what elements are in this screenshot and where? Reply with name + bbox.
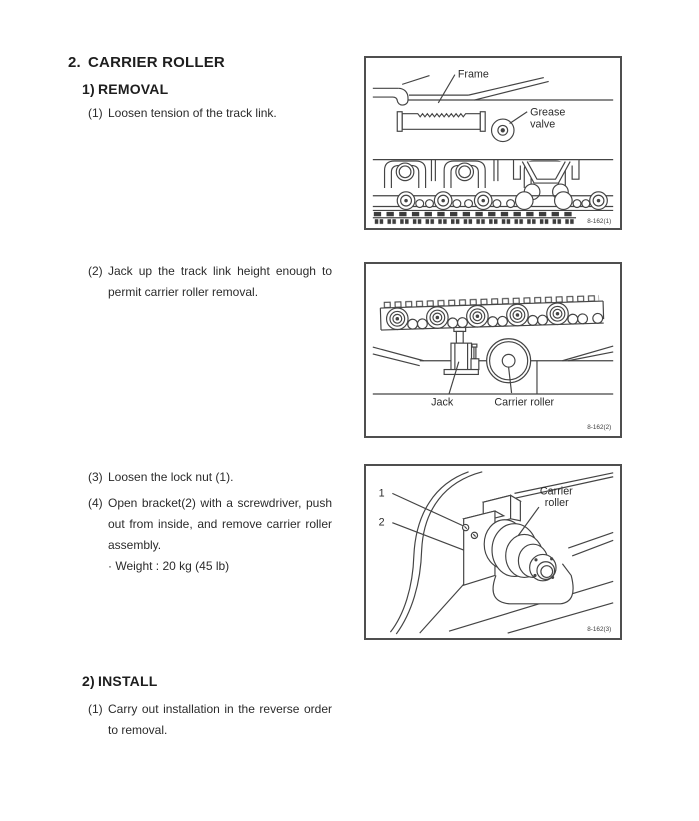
step-text: Open bracket(2) with a screwdriver, push	[108, 496, 332, 510]
grease-valve-label-2: valve	[530, 118, 556, 131]
step-number: (4)	[88, 496, 103, 510]
callout-2-leader-line	[392, 523, 463, 550]
step-number: (1)	[88, 106, 103, 120]
step-number: (3)	[88, 470, 103, 484]
frame-label: Frame	[457, 68, 489, 81]
jack-label: Jack	[431, 396, 454, 409]
figure-1-code: 8-162(1)	[587, 218, 612, 226]
section-title-text: CARRIER ROLLER	[88, 54, 225, 71]
removal-step-4	[88, 493, 332, 577]
step-text: Jack up the track link height enough to	[108, 264, 332, 278]
install-step-1	[88, 699, 332, 741]
step-text: out from inside, and remove carrier roller	[108, 517, 332, 531]
callout-1-label: 1	[378, 487, 385, 500]
removal-heading	[82, 81, 168, 97]
step-number: (2)	[88, 264, 103, 278]
figure-3-illustration	[366, 466, 620, 638]
section-number: 2.	[68, 54, 81, 71]
figure-8-162-3	[364, 464, 622, 640]
figure-8-162-1	[364, 56, 622, 230]
step-text: Carry out installation in the reverse order	[108, 702, 332, 716]
removal-step-3	[88, 467, 332, 488]
carrier-roller-label-2: roller	[544, 497, 569, 510]
carrier-roller-label-1: Carrier	[539, 485, 573, 498]
removal-step-2	[88, 261, 332, 303]
step-text: permit carrier roller removal.	[108, 285, 259, 299]
carrier-roller	[487, 339, 531, 383]
frame-leader-line	[438, 75, 455, 103]
carrier-roller-label: Carrier roller	[494, 396, 555, 409]
grease-valve-leader-line	[510, 112, 528, 124]
grease-valve-label-1: Grease	[530, 106, 566, 119]
removal-step-1	[88, 103, 332, 124]
jack	[444, 328, 479, 375]
step-text: assembly.	[108, 538, 162, 552]
step-text: Loosen tension of the track link.	[108, 106, 277, 120]
section-title	[68, 54, 225, 71]
step-text: Loosen the lock nut (1).	[108, 470, 234, 484]
figure-2-code: 8-162(2)	[587, 424, 612, 432]
track-link-strip	[380, 295, 604, 330]
step-number: (1)	[88, 702, 103, 716]
removal-heading-number: 1)	[82, 81, 95, 97]
figure-3-code: 8-162(3)	[587, 626, 612, 634]
install-heading-number: 2)	[82, 673, 95, 689]
figure-8-162-2	[364, 262, 622, 438]
step-text: to removal.	[108, 723, 168, 737]
weight-note: · Weight : 20 kg (45 lb)	[108, 559, 230, 573]
figure-1-illustration	[366, 58, 620, 228]
install-heading	[82, 673, 157, 689]
removal-heading-text: REMOVAL	[98, 81, 169, 97]
install-heading-text: INSTALL	[98, 673, 158, 689]
callout-2-label: 2	[378, 516, 385, 529]
figure-2-illustration	[366, 264, 620, 436]
